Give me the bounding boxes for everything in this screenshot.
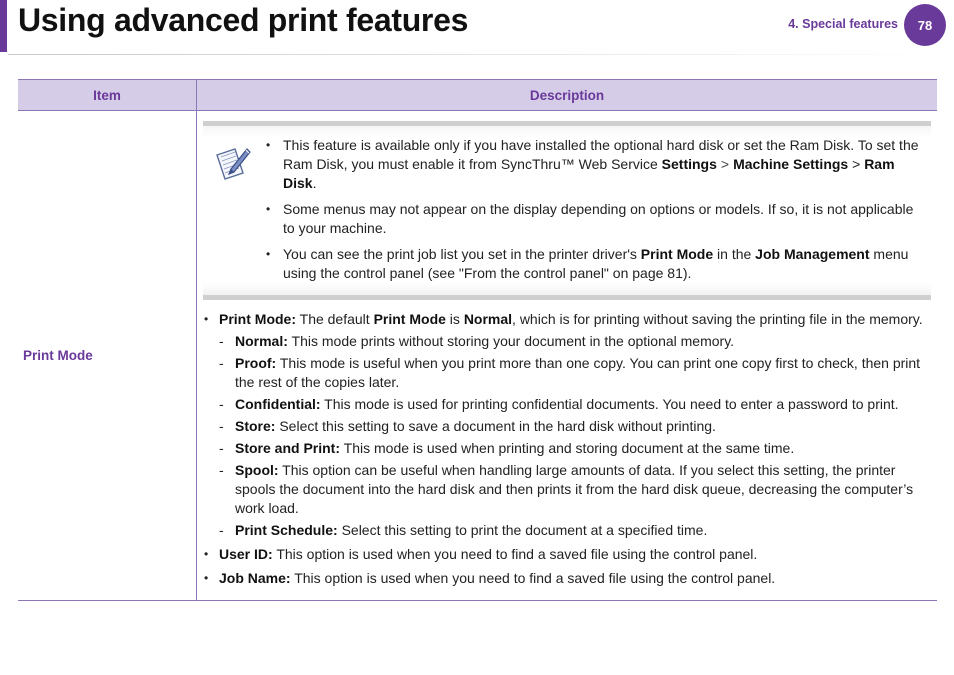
menu-settings: Settings xyxy=(661,156,717,172)
features-table xyxy=(18,79,937,601)
item-cell-print-mode: Print Mode xyxy=(18,111,197,601)
description-list xyxy=(203,310,931,588)
list-item-print-mode: • Print Mode: The default Print Mode is Normal, which is for printing without saving the printing file in the memory. - Normal: This mode prints without storing your document in the optional memory. - Proof: This mode is useful when you print more than one copy. You can print one copy first to check, then print the rest of the copies later. - Confidential: This mode is used for printing confidential documents. You need to enter a password to print. - Store: Select this setting to save a document in the hard disk without printing. - Store and Print: This mode is used when printing and storing document at the same time. - Spool: This option can be useful when handling large amounts of data. If you select this setting, the printer spools the document into the hard disk and then prints it from the hard disk queue, decreasing the computer’s work load. - Print Schedule: Select this setting to print the document at a specified time. xyxy=(203,310,931,540)
column-header-description: Description xyxy=(197,80,938,111)
menu-machine-settings: Machine Settings xyxy=(733,156,849,172)
description-cell xyxy=(197,111,938,601)
list-item-job-name: • Job Name: This option is used when you need to find a saved file using the control panel. xyxy=(203,569,931,588)
chevron-right-icon: > xyxy=(720,156,730,172)
header-accent-bar xyxy=(0,0,7,52)
note-item-menus: • Some menus may not appear on the display depending on options or models. If so, it is not applicable to your machine. xyxy=(283,200,927,238)
table-header-row xyxy=(18,80,937,111)
table-row xyxy=(18,111,937,601)
header-divider xyxy=(8,54,944,55)
page-number-badge: 78 xyxy=(904,4,946,46)
list-item-user-id: • User ID: This option is used when you need to find a saved file using the control panel. xyxy=(203,545,931,564)
list-item: - Print Schedule: Select this setting to print the document at a specified time. xyxy=(219,521,931,540)
note-list xyxy=(283,136,927,283)
list-item: - Store and Print: This mode is used when printing and storing document at the same time. xyxy=(219,439,931,458)
list-item: - Store: Select this setting to save a document in the hard disk without printing. xyxy=(219,417,931,436)
menu-ram-disk: Ram Disk xyxy=(283,156,895,191)
list-item: - Proof: This mode is useful when you print more than one copy. You can print one copy first to check, then print the rest of the copies later. xyxy=(219,354,931,392)
note-pencil-icon xyxy=(213,143,253,183)
print-mode-options xyxy=(219,332,931,540)
list-item: - Confidential: This mode is used for printing confidential documents. You need to enter a password to print. xyxy=(219,395,931,414)
page-title: Using advanced print features xyxy=(18,2,469,38)
list-item: - Spool: This option can be useful when handling large amounts of data. If you select this setting, the printer spools the document into the hard disk and then prints it from the hard disk queue, decreasing the computer’s work load. xyxy=(219,461,931,518)
column-header-item: Item xyxy=(18,80,197,111)
list-item: - Normal: This mode prints without storing your document in the optional memory. xyxy=(219,332,931,351)
note-item-job-list: • You can see the print job list you set in the printer driver's Print Mode in the Job Management menu using the control panel (see "From the control panel" on page 81). xyxy=(283,245,927,283)
note-item-ram-disk: • This feature is available only if you have installed the optional hard disk or set the Ram Disk. To set the Ram Disk, you must enable it from SyncThru™ Web Service Settings > Machine Settings > Ram Disk. xyxy=(283,136,927,193)
note-box xyxy=(203,121,931,300)
section-label: 4. Special features xyxy=(788,17,898,31)
